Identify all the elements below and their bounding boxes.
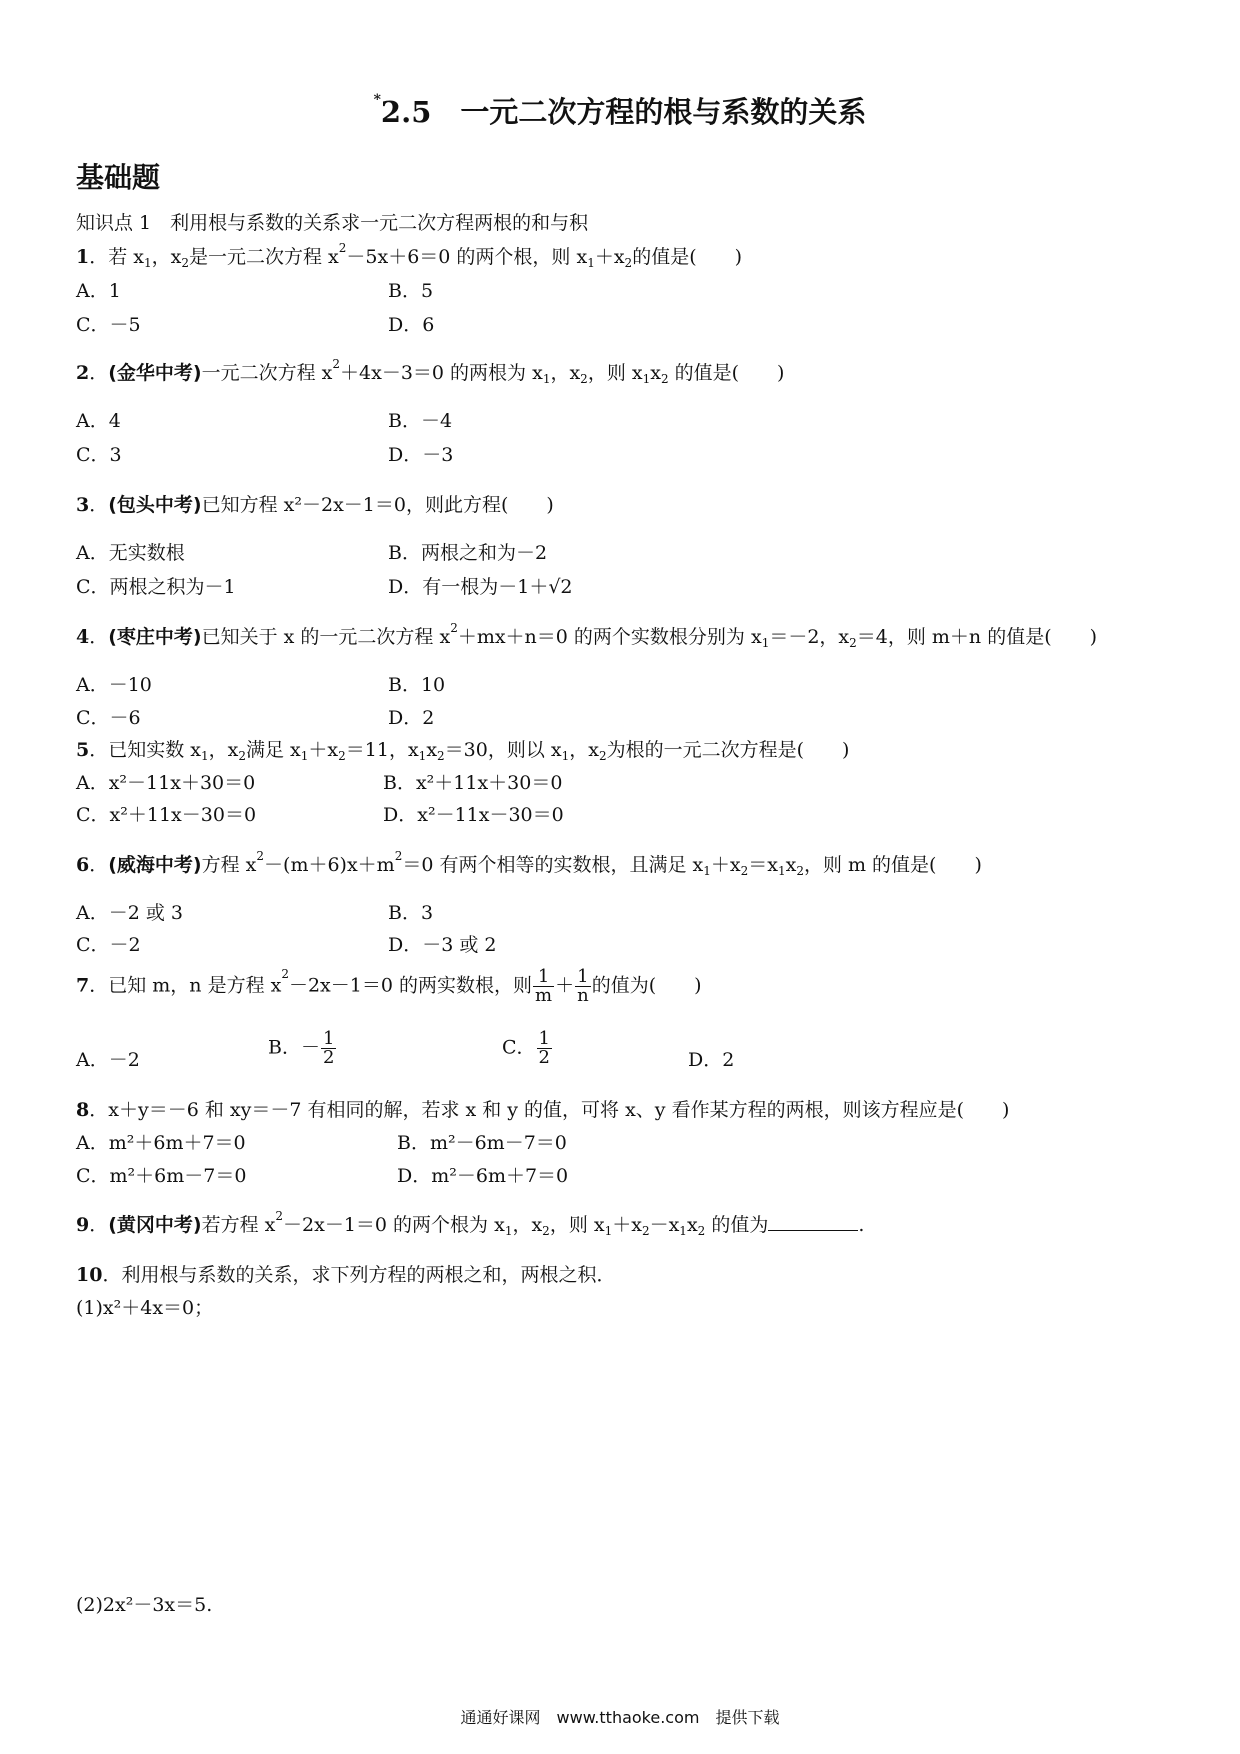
option-3b: B．两根之和为－2 [388,542,548,564]
option-1c: C．－5 [76,314,141,336]
option-1a: A．1 [76,280,121,302]
answer-blank[interactable] [768,1212,858,1231]
question-3: 3．(包头中考)已知方程 x²－2x－1＝0，则此方程( ) [76,494,554,516]
option-7c: C． $\frac{1}{2}$ [502,1028,550,1068]
option-5c: C．x²＋11x－30＝0 [76,804,257,826]
question-7: 7．已知 m，n 是方程 $x^2-2x-1=0$ 的两实数根，则 $\frac{1}{m}$ ＋ $\frac{1}{n}$ 的值为( ) [76,966,702,1006]
option-4a: A．－10 [76,674,152,696]
question-6: 6．(威海中考)方程 $x^2-(m+6)x+m^2=0$ 有两个相等的实数根，且满足 $x_1+x_2=x_1x_2$，则 m 的值是( ) [76,849,982,878]
section-heading: 基础题 [76,161,161,194]
option-7a: A．－2 [76,1049,140,1071]
option-8c: C．m²＋6m－7＝0 [76,1165,247,1187]
option-5a: A．x²－11x＋30＝0 [76,772,256,794]
question-10: 10．利用根与系数的关系，求下列方程的两根之和，两根之积． [76,1264,616,1286]
option-8b: B．m²－6m－7＝0 [397,1132,567,1154]
option-8d: D．m²－6m＋7＝0 [397,1165,569,1187]
question-2: 2．(金华中考)一元二次方程 $x^2+4x-3=0$ 的两根为 $x_1$，$x_2$，则 $x_1x_2$ 的值是( ) [76,357,785,386]
page-title: *2.5 一元二次方程的根与系数的关系 [373,92,867,129]
knowledge-point-heading: 知识点 1 利用根与系数的关系求一元二次方程两根的和与积 [76,212,589,234]
option-8a: A．m²＋6m＋7＝0 [76,1132,246,1154]
option-7b: B．－ $\frac{1}{2}$ [268,1028,335,1068]
question-8: 8．x＋y＝－6 和 xy＝－7 有相同的解，若求 x 和 y 的值，可将 x、y 看作某方程的两根，则该方程应是( ) [76,1099,1010,1121]
option-3d: D．有一根为－1＋√2 [388,576,573,598]
footer-text: 通通好课网 www.tthaoke.com 提供下载 [460,1708,780,1727]
question-5: 5．已知实数 $x_1$，$x_2$满足 $x_1+x_2=11$，$x_1x_2=30$，则以 $x_1$，$x_2$为根的一元二次方程是( ) [76,739,850,763]
option-6c: C．－2 [76,934,141,956]
option-4d: D．2 [388,707,435,729]
option-2c: C．3 [76,444,122,466]
option-3c: C．两根之积为－1 [76,576,236,598]
option-2b: B．－4 [388,410,453,432]
option-2d: D．－3 [388,444,454,466]
question-9: 9．(黄冈中考)若方程 $x^2-2x-1=0$ 的两个根为 $x_1$，$x_2$，则 $x_1+x_2-x_1x_2$ 的值为 . [76,1209,865,1238]
option-6a: A．－2 或 3 [76,902,183,924]
question-1: 1．若 $x_1$，$x_2$是一元二次方程 $x^2-5x+6=0$ 的两个根，则 $x_1+x_2$的值是( ) [76,241,743,270]
option-1b: B．5 [388,280,434,302]
option-5d: D．x²－11x－30＝0 [383,804,564,826]
option-1d: D．6 [388,314,435,336]
question-10-part-1: (1)x²＋4x＝0； [76,1297,214,1319]
option-6d: D．－3 或 2 [388,934,497,956]
option-5b: B．x²＋11x＋30＝0 [383,772,563,794]
option-7d: D．2 [688,1049,735,1071]
option-6b: B．3 [388,902,434,924]
option-4b: B．10 [388,674,446,696]
option-2a: A．4 [76,410,121,432]
question-10-part-2: (2)2x²－3x＝5. [76,1594,213,1616]
question-4: 4．(枣庄中考)已知关于 x 的一元二次方程 $x^2+mx+n=0$ 的两个实数根分别为 $x_1=-2$，$x_2=4$，则 m＋n 的值是( ) [76,621,1098,650]
option-4c: C．－6 [76,707,141,729]
option-3a: A．无实数根 [76,542,185,564]
